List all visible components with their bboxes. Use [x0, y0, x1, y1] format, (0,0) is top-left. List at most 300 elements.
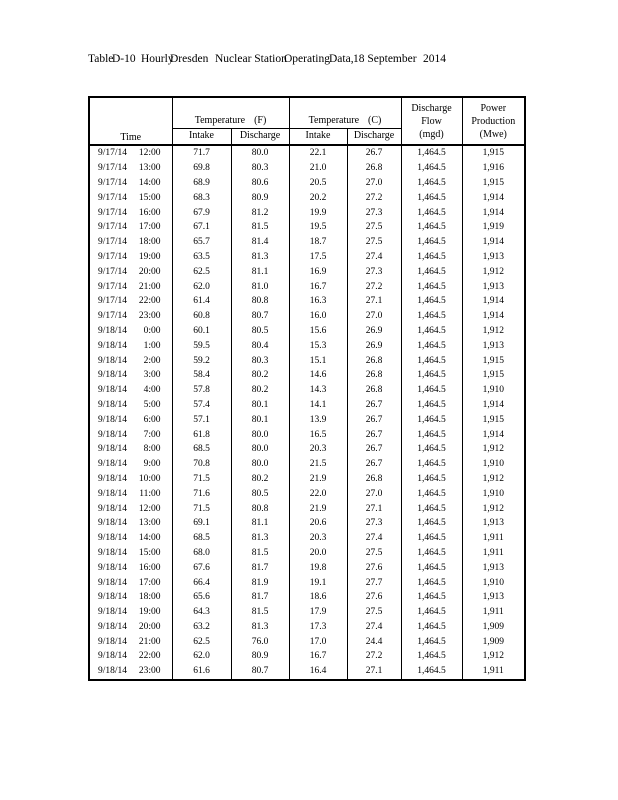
time-date: 9/18/14: [98, 340, 128, 351]
cell-flow-mgd: 1,464.5: [401, 205, 462, 220]
cell-intake-c: 13.9: [289, 412, 347, 427]
time-clock: 13:00: [138, 518, 161, 529]
temperature-f-unit: (F): [254, 115, 267, 126]
table-row: [89, 501, 525, 516]
table-row: [89, 235, 525, 250]
cell-power-mwe: 1,914: [462, 309, 525, 324]
time-clock: 12:00: [138, 503, 161, 514]
cell-intake-f: 68.0: [172, 546, 231, 561]
table-row: [89, 398, 525, 413]
cell-intake-c: 14.3: [289, 383, 347, 398]
time-date: 9/18/14: [98, 651, 128, 662]
time-clock: 17:00: [138, 222, 161, 233]
cell-intake-c: 20.5: [289, 176, 347, 191]
cell-discharge-c: 27.2: [347, 190, 401, 205]
column-group-temperature-c: [289, 97, 401, 128]
table-row: [89, 161, 525, 176]
cell-discharge-c: 26.8: [347, 368, 401, 383]
table-row: [89, 205, 525, 220]
table-row: [89, 220, 525, 235]
cell-flow-mgd: 1,464.5: [401, 279, 462, 294]
table-row: [89, 516, 525, 531]
cell-discharge-c: 27.3: [347, 516, 401, 531]
table-row: [89, 250, 525, 265]
cell-discharge-c: 26.8: [347, 353, 401, 368]
cell-time: [89, 309, 172, 324]
cell-intake-c: 20.6: [289, 516, 347, 531]
time-clock: 9:00: [143, 459, 161, 470]
cell-power-mwe: 1,913: [462, 338, 525, 353]
cell-power-mwe: 1,909: [462, 620, 525, 635]
time-date: 9/18/14: [98, 473, 128, 484]
table-row: [89, 605, 525, 620]
time-clock: 21:00: [138, 636, 161, 647]
cell-flow-mgd: 1,464.5: [401, 427, 462, 442]
cell-time: [89, 235, 172, 250]
cell-flow-mgd: 1,464.5: [401, 486, 462, 501]
cell-time: [89, 442, 172, 457]
cell-power-mwe: 1,915: [462, 412, 525, 427]
cell-intake-f: 69.1: [172, 516, 231, 531]
cell-intake-f: 62.0: [172, 279, 231, 294]
cell-discharge-f: 80.4: [231, 338, 289, 353]
table-row: [89, 531, 525, 546]
cell-discharge-f: 81.5: [231, 220, 289, 235]
title-segment: Data,: [329, 53, 354, 65]
cell-time: [89, 516, 172, 531]
cell-power-mwe: 1,915: [462, 368, 525, 383]
time-date: 9/18/14: [98, 636, 128, 647]
cell-flow-mgd: 1,464.5: [401, 309, 462, 324]
cell-power-mwe: 1,911: [462, 546, 525, 561]
cell-time: [89, 161, 172, 176]
cell-flow-mgd: 1,464.5: [401, 250, 462, 265]
cell-intake-c: 17.0: [289, 634, 347, 649]
cell-discharge-c: 27.1: [347, 664, 401, 680]
cell-discharge-f: 80.0: [231, 442, 289, 457]
time-date: 9/17/14: [98, 177, 128, 188]
cell-intake-c: 21.5: [289, 457, 347, 472]
time-date: 9/18/14: [98, 503, 128, 514]
cell-power-mwe: 1,913: [462, 560, 525, 575]
table-body: [89, 145, 525, 680]
cell-intake-c: 19.5: [289, 220, 347, 235]
time-date: 9/18/14: [98, 399, 128, 410]
cell-time: [89, 501, 172, 516]
column-header-discharge-c: Discharge: [347, 128, 401, 145]
column-header-discharge-f: Discharge: [231, 128, 289, 145]
cell-intake-f: 64.3: [172, 605, 231, 620]
cell-intake-c: 17.3: [289, 620, 347, 635]
cell-discharge-f: 81.3: [231, 531, 289, 546]
cell-discharge-f: 81.5: [231, 546, 289, 561]
time-date: 9/17/14: [98, 222, 128, 233]
cell-discharge-f: 80.8: [231, 294, 289, 309]
cell-flow-mgd: 1,464.5: [401, 442, 462, 457]
time-clock: 23:00: [138, 666, 161, 677]
cell-time: [89, 353, 172, 368]
time-clock: 8:00: [143, 444, 161, 455]
cell-time: [89, 486, 172, 501]
cell-intake-f: 68.5: [172, 442, 231, 457]
cell-flow-mgd: 1,464.5: [401, 560, 462, 575]
table-row: [89, 560, 525, 575]
column-header-intake-f: Intake: [172, 128, 231, 145]
cell-power-mwe: 1,914: [462, 398, 525, 413]
time-clock: 19:00: [138, 607, 161, 618]
cell-intake-f: 68.3: [172, 190, 231, 205]
column-header-power-production: [462, 97, 525, 145]
cell-flow-mgd: 1,464.5: [401, 176, 462, 191]
cell-flow-mgd: 1,464.5: [401, 353, 462, 368]
cell-discharge-c: 26.9: [347, 324, 401, 339]
cell-intake-f: 63.2: [172, 620, 231, 635]
cell-discharge-c: 27.5: [347, 546, 401, 561]
table-row: [89, 294, 525, 309]
cell-flow-mgd: 1,464.5: [401, 531, 462, 546]
cell-power-mwe: 1,913: [462, 250, 525, 265]
cell-time: [89, 279, 172, 294]
cell-flow-mgd: 1,464.5: [401, 324, 462, 339]
cell-power-mwe: 1,912: [462, 324, 525, 339]
cell-intake-c: 21.0: [289, 161, 347, 176]
cell-time: [89, 546, 172, 561]
time-clock: 0:00: [143, 325, 161, 336]
time-date: 9/18/14: [98, 444, 128, 455]
cell-discharge-f: 80.2: [231, 472, 289, 487]
time-clock: 1:00: [143, 340, 161, 351]
table-row: [89, 649, 525, 664]
title-segment: Hourly: [141, 53, 174, 65]
cell-discharge-c: 27.6: [347, 560, 401, 575]
cell-intake-c: 21.9: [289, 472, 347, 487]
cell-power-mwe: 1,909: [462, 634, 525, 649]
cell-flow-mgd: 1,464.5: [401, 620, 462, 635]
cell-flow-mgd: 1,464.5: [401, 546, 462, 561]
cell-power-mwe: 1,910: [462, 383, 525, 398]
cell-discharge-f: 80.2: [231, 383, 289, 398]
cell-time: [89, 605, 172, 620]
cell-discharge-c: 27.5: [347, 235, 401, 250]
cell-discharge-f: 81.1: [231, 516, 289, 531]
table-row: [89, 279, 525, 294]
cell-intake-c: 20.3: [289, 442, 347, 457]
title-segment: D-10: [112, 53, 136, 65]
cell-discharge-f: 80.2: [231, 368, 289, 383]
cell-power-mwe: 1,919: [462, 220, 525, 235]
time-clock: 10:00: [138, 473, 161, 484]
table-row: [89, 353, 525, 368]
cell-time: [89, 205, 172, 220]
cell-discharge-f: 81.5: [231, 605, 289, 620]
table-row: [89, 634, 525, 649]
cell-intake-f: 65.7: [172, 235, 231, 250]
time-clock: 12:00: [138, 148, 161, 159]
time-clock: 18:00: [138, 237, 161, 248]
time-clock: 14:00: [138, 533, 161, 544]
cell-discharge-c: 26.8: [347, 472, 401, 487]
cell-power-mwe: 1,913: [462, 516, 525, 531]
cell-discharge-c: 27.1: [347, 294, 401, 309]
cell-discharge-f: 81.3: [231, 250, 289, 265]
table-row: [89, 324, 525, 339]
cell-power-mwe: 1,911: [462, 605, 525, 620]
cell-power-mwe: 1,914: [462, 190, 525, 205]
cell-power-mwe: 1,916: [462, 161, 525, 176]
time-date: 9/18/14: [98, 370, 128, 381]
cell-intake-c: 16.0: [289, 309, 347, 324]
title-segment: 2014: [423, 53, 446, 65]
cell-discharge-c: 27.3: [347, 205, 401, 220]
time-date: 9/17/14: [98, 251, 128, 262]
cell-intake-f: 65.6: [172, 590, 231, 605]
cell-intake-f: 67.9: [172, 205, 231, 220]
cell-intake-f: 62.5: [172, 634, 231, 649]
time-date: 9/18/14: [98, 459, 128, 470]
cell-time: [89, 457, 172, 472]
cell-intake-f: 60.8: [172, 309, 231, 324]
table-row: [89, 176, 525, 191]
cell-flow-mgd: 1,464.5: [401, 664, 462, 680]
time-clock: 15:00: [138, 547, 161, 558]
time-date: 9/18/14: [98, 577, 128, 588]
cell-discharge-c: 26.9: [347, 338, 401, 353]
cell-discharge-c: 27.0: [347, 309, 401, 324]
table-row: [89, 383, 525, 398]
time-clock: 15:00: [138, 192, 161, 203]
discharge-flow-line1: Discharge: [411, 102, 452, 114]
cell-discharge-c: 27.7: [347, 575, 401, 590]
cell-time: [89, 649, 172, 664]
cell-intake-c: 19.9: [289, 205, 347, 220]
cell-intake-c: 14.6: [289, 368, 347, 383]
time-date: 9/17/14: [98, 192, 128, 203]
title-segment: Nuclear Station: [215, 53, 287, 65]
cell-time: [89, 220, 172, 235]
cell-discharge-c: 24.4: [347, 634, 401, 649]
cell-flow-mgd: 1,464.5: [401, 161, 462, 176]
cell-discharge-f: 80.7: [231, 664, 289, 680]
cell-power-mwe: 1,911: [462, 664, 525, 680]
time-date: 9/17/14: [98, 266, 128, 277]
cell-discharge-f: 81.2: [231, 205, 289, 220]
power-production-unit: (Mwe): [479, 128, 507, 140]
cell-discharge-c: 27.3: [347, 264, 401, 279]
time-clock: 17:00: [138, 577, 161, 588]
cell-discharge-f: 81.7: [231, 560, 289, 575]
table-row: [89, 472, 525, 487]
table-row: [89, 368, 525, 383]
cell-discharge-f: 80.3: [231, 161, 289, 176]
cell-intake-f: 59.5: [172, 338, 231, 353]
column-group-temperature-f: [172, 97, 289, 128]
cell-discharge-c: 26.7: [347, 145, 401, 161]
cell-discharge-f: 80.1: [231, 398, 289, 413]
cell-intake-f: 57.4: [172, 398, 231, 413]
power-production-line2: Production: [471, 115, 516, 127]
cell-intake-f: 60.1: [172, 324, 231, 339]
cell-power-mwe: 1,913: [462, 590, 525, 605]
cell-power-mwe: 1,912: [462, 501, 525, 516]
cell-discharge-f: 81.1: [231, 264, 289, 279]
time-clock: 16:00: [138, 207, 161, 218]
cell-intake-c: 16.5: [289, 427, 347, 442]
power-production-line1: Power: [480, 102, 507, 114]
cell-discharge-c: 27.1: [347, 501, 401, 516]
time-date: 9/17/14: [98, 148, 128, 159]
cell-power-mwe: 1,910: [462, 575, 525, 590]
cell-intake-f: 57.8: [172, 383, 231, 398]
cell-time: [89, 427, 172, 442]
cell-flow-mgd: 1,464.5: [401, 412, 462, 427]
cell-flow-mgd: 1,464.5: [401, 220, 462, 235]
column-header-time: Time: [89, 97, 172, 145]
time-clock: 11:00: [139, 488, 161, 499]
table-row: [89, 190, 525, 205]
temperature-c-unit: (C): [368, 115, 382, 126]
cell-discharge-f: 80.5: [231, 486, 289, 501]
cell-intake-c: 18.6: [289, 590, 347, 605]
cell-discharge-f: 81.0: [231, 279, 289, 294]
table-row: [89, 264, 525, 279]
cell-discharge-c: 27.0: [347, 486, 401, 501]
cell-intake-f: 61.6: [172, 664, 231, 680]
cell-discharge-f: 80.9: [231, 190, 289, 205]
time-clock: 2:00: [143, 355, 161, 366]
cell-discharge-f: 80.0: [231, 145, 289, 161]
cell-intake-f: 62.5: [172, 264, 231, 279]
cell-flow-mgd: 1,464.5: [401, 368, 462, 383]
table-row: [89, 590, 525, 605]
cell-intake-c: 15.1: [289, 353, 347, 368]
cell-intake-f: 71.5: [172, 472, 231, 487]
cell-power-mwe: 1,912: [462, 472, 525, 487]
time-clock: 5:00: [143, 399, 161, 410]
time-date: 9/17/14: [98, 207, 128, 218]
cell-intake-c: 16.4: [289, 664, 347, 680]
cell-intake-c: 22.0: [289, 486, 347, 501]
cell-discharge-f: 81.4: [231, 235, 289, 250]
time-clock: 14:00: [138, 177, 161, 188]
cell-intake-c: 17.9: [289, 605, 347, 620]
cell-power-mwe: 1,911: [462, 531, 525, 546]
cell-discharge-c: 26.7: [347, 442, 401, 457]
cell-time: [89, 294, 172, 309]
cell-discharge-f: 80.9: [231, 649, 289, 664]
time-date: 9/18/14: [98, 547, 128, 558]
cell-discharge-f: 81.3: [231, 620, 289, 635]
cell-time: [89, 634, 172, 649]
cell-flow-mgd: 1,464.5: [401, 605, 462, 620]
time-clock: 4:00: [143, 385, 161, 396]
cell-discharge-c: 27.5: [347, 220, 401, 235]
cell-discharge-c: 27.5: [347, 605, 401, 620]
cell-power-mwe: 1,912: [462, 649, 525, 664]
time-date: 9/17/14: [98, 163, 128, 174]
title-segment: Table: [88, 53, 114, 65]
cell-flow-mgd: 1,464.5: [401, 383, 462, 398]
table-row: [89, 145, 525, 161]
cell-intake-f: 68.5: [172, 531, 231, 546]
table-row: [89, 486, 525, 501]
time-date: 9/18/14: [98, 621, 128, 632]
time-date: 9/18/14: [98, 488, 128, 499]
cell-discharge-c: 26.8: [347, 161, 401, 176]
cell-time: [89, 531, 172, 546]
cell-discharge-f: 81.7: [231, 590, 289, 605]
cell-intake-c: 15.3: [289, 338, 347, 353]
cell-intake-f: 58.4: [172, 368, 231, 383]
cell-flow-mgd: 1,464.5: [401, 590, 462, 605]
cell-intake-f: 70.8: [172, 457, 231, 472]
table-row: [89, 546, 525, 561]
cell-power-mwe: 1,913: [462, 279, 525, 294]
cell-flow-mgd: 1,464.5: [401, 294, 462, 309]
cell-time: [89, 398, 172, 413]
cell-time: [89, 620, 172, 635]
cell-flow-mgd: 1,464.5: [401, 145, 462, 161]
cell-intake-f: 62.0: [172, 649, 231, 664]
cell-discharge-c: 27.2: [347, 649, 401, 664]
cell-discharge-c: 26.7: [347, 457, 401, 472]
time-date: 9/18/14: [98, 355, 128, 366]
cell-intake-f: 59.2: [172, 353, 231, 368]
cell-intake-c: 16.7: [289, 279, 347, 294]
cell-intake-c: 16.3: [289, 294, 347, 309]
cell-time: [89, 176, 172, 191]
column-header-intake-c: Intake: [289, 128, 347, 145]
cell-discharge-c: 26.7: [347, 412, 401, 427]
cell-discharge-c: 27.4: [347, 531, 401, 546]
cell-power-mwe: 1,915: [462, 176, 525, 191]
cell-intake-f: 71.7: [172, 145, 231, 161]
data-table: [88, 96, 526, 681]
cell-discharge-f: 80.1: [231, 412, 289, 427]
cell-intake-c: 16.9: [289, 264, 347, 279]
cell-intake-f: 69.8: [172, 161, 231, 176]
time-clock: 7:00: [143, 429, 161, 440]
cell-discharge-c: 27.0: [347, 176, 401, 191]
time-clock: 6:00: [143, 414, 161, 425]
cell-discharge-c: 27.4: [347, 620, 401, 635]
cell-intake-c: 22.1: [289, 145, 347, 161]
table-row: [89, 427, 525, 442]
cell-time: [89, 324, 172, 339]
time-date: 9/18/14: [98, 429, 128, 440]
temperature-f-label: Temperature: [194, 115, 246, 126]
cell-flow-mgd: 1,464.5: [401, 501, 462, 516]
discharge-flow-line2: Flow: [421, 115, 442, 127]
cell-intake-c: 20.3: [289, 531, 347, 546]
title-segment: Operating: [284, 53, 330, 65]
cell-discharge-f: 80.0: [231, 457, 289, 472]
cell-discharge-f: 80.7: [231, 309, 289, 324]
cell-power-mwe: 1,912: [462, 264, 525, 279]
cell-intake-f: 57.1: [172, 412, 231, 427]
time-clock: 13:00: [138, 163, 161, 174]
time-date: 9/18/14: [98, 325, 128, 336]
time-date: 9/17/14: [98, 311, 128, 322]
cell-intake-c: 14.1: [289, 398, 347, 413]
cell-intake-c: 19.1: [289, 575, 347, 590]
temperature-c-label: Temperature: [308, 115, 360, 126]
cell-time: [89, 145, 172, 161]
cell-time: [89, 590, 172, 605]
cell-flow-mgd: 1,464.5: [401, 457, 462, 472]
cell-flow-mgd: 1,464.5: [401, 190, 462, 205]
cell-discharge-c: 26.7: [347, 427, 401, 442]
time-clock: 19:00: [138, 251, 161, 262]
